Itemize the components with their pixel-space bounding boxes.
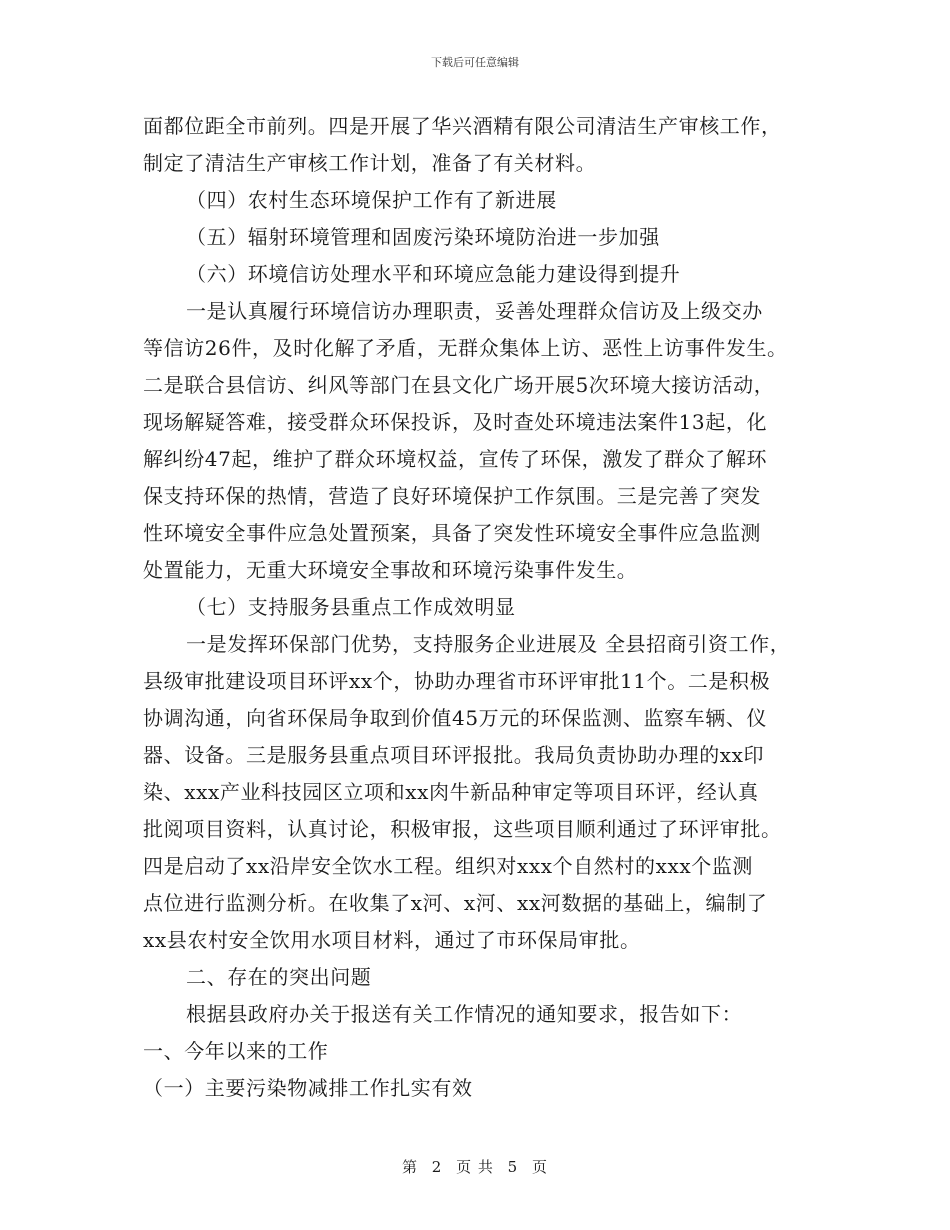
section-heading: （四）农村生态环境保护工作有了新进展 (186, 188, 557, 212)
text-line: 县级审批建设项目环评xx个，协助办理省市环评审批11个。二是积极 (143, 669, 771, 693)
text-line: 根据县政府办关于报送有关工作情况的通知要求，报告如下： (186, 1002, 743, 1026)
footer-prefix: 第 (401, 1158, 418, 1176)
text-line: 一是认真履行环境信访办理职责，妥善处理群众信访及上级交办 (186, 299, 763, 323)
text-line: 制定了清洁生产审核工作计划，准备了有关材料。 (143, 151, 597, 175)
section-heading: 二、存在的突出问题 (186, 965, 372, 989)
footer-page-number: 2 (431, 1158, 443, 1176)
section-heading: （七）支持服务县重点工作成效明显 (186, 595, 516, 619)
text-line: 处置能力，无重大环境安全事故和环境污染事件发生。 (143, 558, 638, 582)
text-line: 面都位距全市前列。四是开展了华兴酒精有限公司清洁生产审核工作， (143, 114, 782, 138)
text-line: 染、xxx产业科技园区立项和xx肉牛新品种审定等项目环评，经认真 (143, 780, 759, 804)
page-header: 下载后可任意编辑 (431, 56, 519, 69)
text-line: 四是启动了xx沿岸安全饮水工程。组织对xxx个自然村的xxx个监测 (143, 854, 754, 878)
section-heading: （一）主要污染物减排工作扎实有效 (143, 1076, 473, 1100)
text-line: 批阅项目资料，认真讨论，积极审报，这些项目顺利通过了环评审批。 (143, 817, 782, 841)
text-line: 一是发挥环保部门优势，支持服务企业进展及 全县招商引资工作， (186, 632, 791, 656)
text-line: 解纠纷47起，维护了群众环境权益，宣传了环保，激发了群众了解环 (143, 447, 768, 471)
text-line: xx县农村安全饮用水项目材料，通过了市环保局审批。 (143, 928, 641, 952)
text-line: 保支持环保的热情，营造了良好环境保护工作氛围。三是完善了突发 (143, 484, 761, 508)
page-footer (0, 1156, 950, 1177)
section-heading: （五）辐射环境管理和固废污染环境防治进一步加强 (186, 225, 660, 249)
text-line: 等信访26件，及时化解了矛盾，无群众集体上访、恶性上访事件发生。 (143, 336, 788, 360)
footer-suffix: 页 (532, 1158, 549, 1176)
text-line: 器、设备。三是服务县重点项目环评报批。我局负责协助办理的xx印 (143, 743, 765, 767)
text-line: 点位进行监测分析。在收集了x河、x河、xx河数据的基础上，编制了 (143, 891, 768, 915)
text-line: 现场解疑答难，接受群众环保投诉，及时查处环境违法案件13起，化 (143, 410, 768, 434)
text-line: 协调沟通，向省环保局争取到价值45万元的环保监测、监察车辆、仪 (143, 706, 768, 730)
text-line: 二是联合县信访、纠风等部门在县文化广场开展5次环境大接访活动， (143, 373, 775, 397)
section-heading: （六）环境信访处理水平和环境应急能力建设得到提升 (186, 262, 681, 286)
footer-total-pages: 5 (507, 1158, 519, 1176)
text-line: 性环境安全事件应急处置预案，具备了突发性环境安全事件应急监测 (143, 521, 761, 545)
section-heading: 一、今年以来的工作 (143, 1039, 329, 1063)
footer-mid: 页 共 (456, 1158, 494, 1176)
